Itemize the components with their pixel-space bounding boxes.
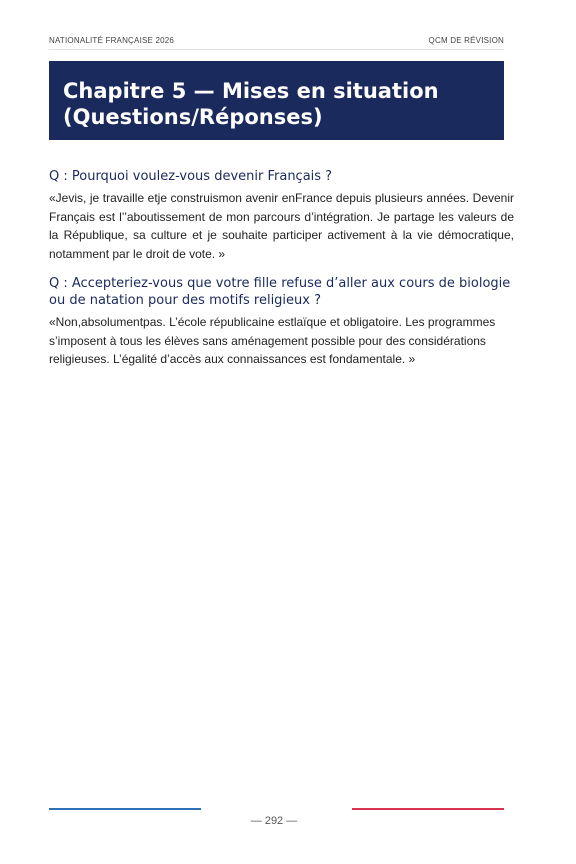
header-right-text: QCM DE RÉVISION (428, 36, 504, 45)
question-text: Q : Accepteriez-vous que votre fille refuse d’aller aux cours de biologie ou de natation pour des motifs religieux ? (49, 276, 511, 308)
footer-rule-blue (49, 808, 201, 810)
answer-text: «Jevis, je travaille etje construismon avenir enFrance depuis plusieurs années. Devenir Français est l’’aboutissement de mon parcours d’intégration. Je partage les valeurs de la République, sa culture et je souhaite participer activement à la vie démocratique, notamment par le droit de vote. » (49, 191, 514, 261)
qa-section (49, 168, 514, 381)
chapter-banner (49, 61, 504, 140)
qa-item (49, 275, 514, 369)
qa-item (49, 168, 514, 263)
header-left-text: NATIONALITÉ FRANÇAISE 2026 (49, 36, 175, 45)
running-header (49, 36, 504, 50)
footer-rule-red (352, 808, 504, 810)
chapter-title: Chapitre 5 — Mises en situation (Questions/Réponses) (63, 79, 439, 129)
answer-text: «Non,absolumentpas. L’école républicaine estlaïque et obligatoire. Les programmes s’imposent à tous les élèves sans aménagement possible pour des considérations religieuses. L’égalité d’accès aux connaissances est fondamentale. » (49, 315, 496, 366)
question-text: Q : Pourquoi voulez-vous devenir Français ? (49, 169, 333, 184)
page-number: — 292 — (250, 815, 298, 827)
